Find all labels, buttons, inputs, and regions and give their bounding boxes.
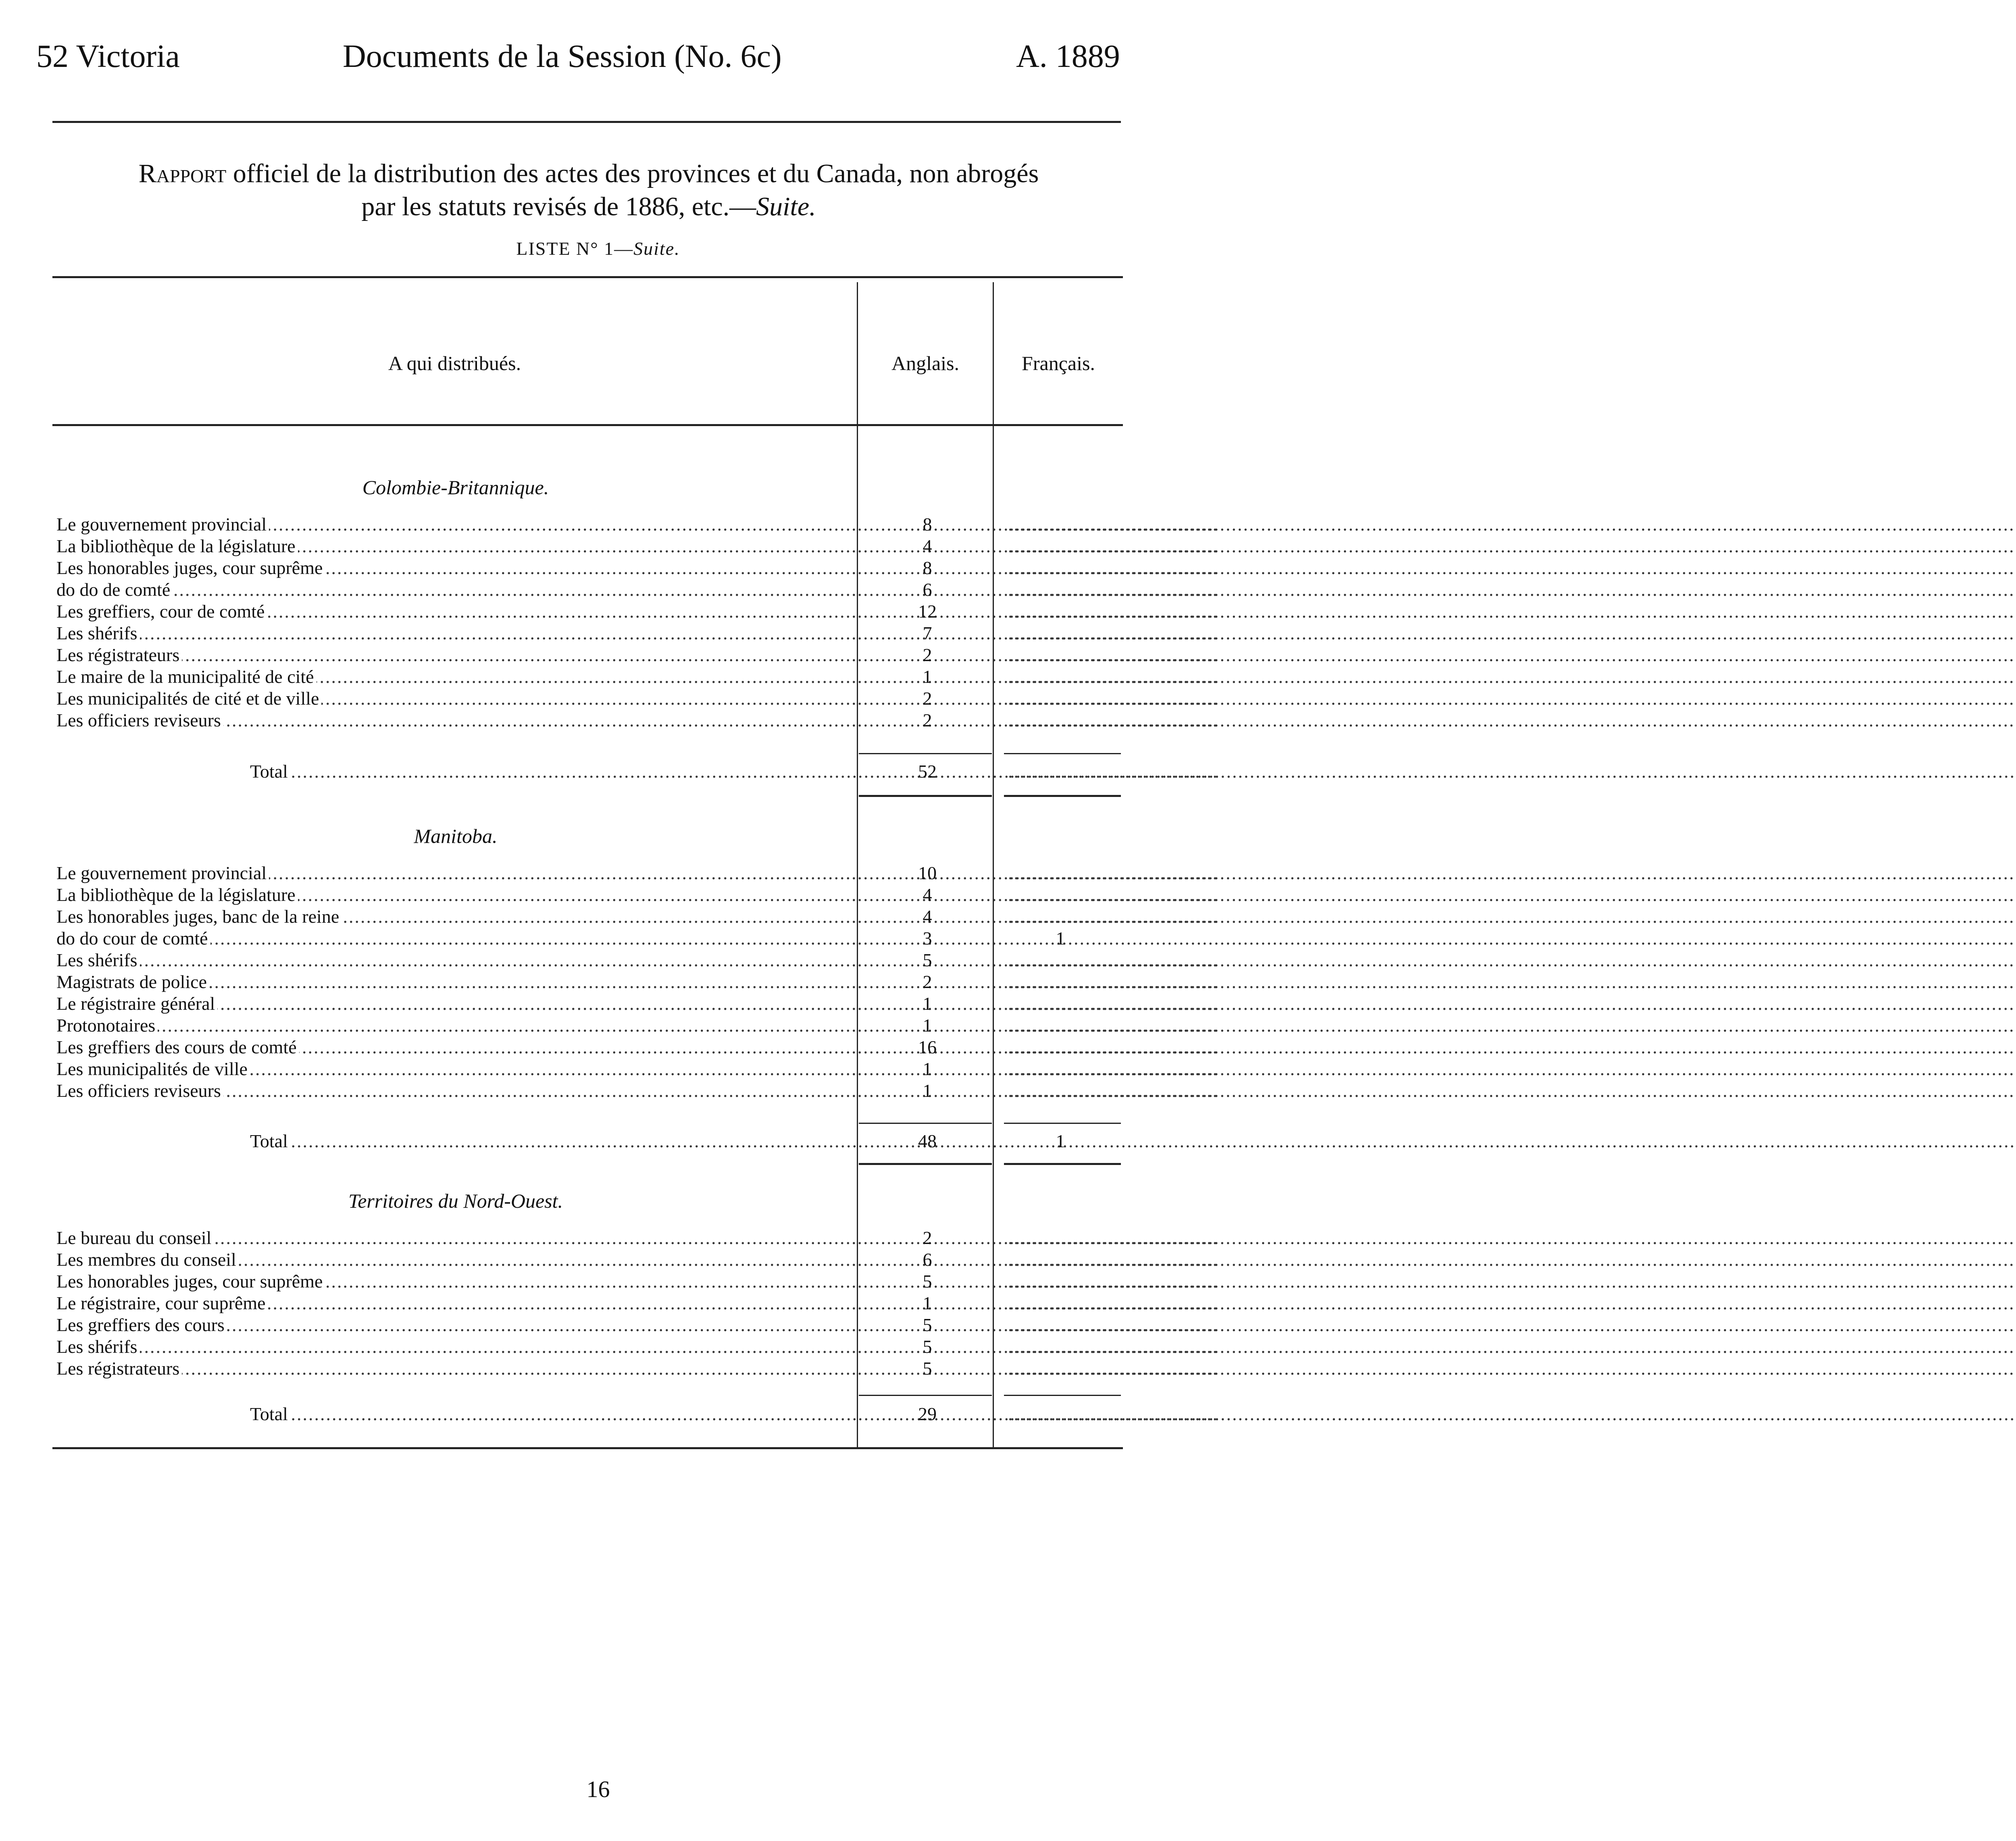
french-count: .................................... <box>1008 1037 1218 1057</box>
recipient-cell <box>56 1080 853 1101</box>
recipient-label: Les greffiers des cours <box>56 1315 227 1335</box>
table-head-rule <box>52 424 1123 426</box>
total-rule-lower <box>859 795 992 797</box>
recipient-label: Les municipalités de cité et de ville <box>56 688 321 709</box>
recipient-label: Les greffiers, cour de comté <box>56 601 267 622</box>
english-count: 7 <box>923 623 932 643</box>
section-title-manitoba: Manitoba. <box>414 825 498 847</box>
total-label: Total <box>250 761 290 782</box>
table-row <box>0 1358 1218 1379</box>
english-count: 1 <box>923 993 932 1014</box>
table-top-rule <box>52 276 1123 278</box>
french-count: .................................... <box>1008 950 1218 970</box>
english-count: 8 <box>923 514 932 535</box>
recipient-cell <box>56 1015 853 1036</box>
table-row <box>0 1227 1218 1248</box>
french-count: .................................... <box>1008 993 1218 1014</box>
french-count: .................................... <box>1008 1336 1218 1357</box>
recipient-label: Les membres du conseil <box>56 1249 239 1270</box>
recipient-cell <box>56 971 853 992</box>
french-count: .................................... <box>1008 623 1218 643</box>
table-row <box>0 950 1218 971</box>
table-row <box>0 1271 1218 1292</box>
french-count: .................................... <box>1008 645 1218 665</box>
table-row <box>0 666 1218 687</box>
english-count: 8 <box>923 558 932 578</box>
recipient-label: Le gouvernement provincial <box>56 863 269 883</box>
recipient-label: Le gouvernement provincial <box>56 514 269 535</box>
title-lead: Rapport <box>138 159 227 188</box>
french-count: .................................... <box>1008 601 1218 622</box>
english-count: 1 <box>923 1015 932 1036</box>
table-row <box>0 1249 1218 1270</box>
table-row <box>0 993 1218 1014</box>
total-row <box>0 1131 1196 1152</box>
total-label-cell <box>250 761 853 782</box>
total-rule-upper <box>859 753 992 754</box>
recipient-cell <box>56 1037 853 1058</box>
recipient-label: Les honorables juges, banc de la reine <box>56 906 342 927</box>
table-row <box>0 928 1196 949</box>
recipient-cell <box>56 1227 853 1248</box>
english-count: 10 <box>918 863 937 883</box>
english-count: 52 <box>918 761 937 782</box>
table-row <box>0 1015 1218 1036</box>
english-count: 1 <box>923 1293 932 1313</box>
french-count: .................................... <box>1008 1315 1218 1335</box>
recipient-cell <box>56 1315 853 1336</box>
recipient-cell <box>56 579 853 600</box>
recipient-label: Les honorables juges, cour suprême <box>56 558 325 578</box>
recipient-label: Le maire de la municipalité de cité <box>56 666 317 687</box>
english-count: 5 <box>923 950 932 970</box>
english-count: 5 <box>923 1271 932 1292</box>
report-title <box>52 157 1125 223</box>
recipient-label: Le régistraire, cour suprême <box>56 1293 268 1313</box>
liste-label: LISTE N° 1— <box>516 238 634 259</box>
recipient-cell <box>56 928 853 949</box>
total-rule-upper-fr <box>1004 1395 1121 1396</box>
liste-heading <box>0 238 1196 259</box>
total-label-cell <box>250 1131 853 1152</box>
recipient-label: Le bureau du conseil <box>56 1227 214 1248</box>
recipient-cell <box>56 884 853 905</box>
english-count: 4 <box>923 884 932 905</box>
french-count: .................................... <box>1008 1015 1218 1036</box>
table-row <box>0 1037 1218 1058</box>
english-count: 5 <box>923 1336 932 1357</box>
recipient-cell <box>56 1293 853 1314</box>
table-row <box>0 579 1218 600</box>
french-count: .................................... <box>1008 884 1218 905</box>
table-row <box>0 1080 1218 1101</box>
recipient-cell <box>56 1249 853 1270</box>
recipient-cell <box>56 1059 853 1080</box>
english-count: 2 <box>923 645 932 665</box>
french-count: .................................... <box>1008 761 1218 782</box>
english-count: 4 <box>923 536 932 556</box>
english-count: 5 <box>923 1358 932 1379</box>
recipient-cell <box>56 993 853 1014</box>
french-count: .................................... <box>1008 1271 1218 1292</box>
english-count: 2 <box>923 1227 932 1248</box>
french-count: .................................... <box>1008 579 1218 600</box>
english-count: 48 <box>918 1131 937 1151</box>
english-count: 3 <box>923 928 932 949</box>
english-count: 6 <box>923 579 932 600</box>
french-count: .................................... <box>1008 1404 1218 1424</box>
recipient-cell <box>56 601 853 622</box>
french-count: .................................... <box>1008 1227 1218 1248</box>
section-title-territoires-nord-ouest: Territoires du Nord-Ouest. <box>348 1190 563 1212</box>
english-count: 1 <box>923 1059 932 1079</box>
table-row <box>0 623 1218 644</box>
section-title-colombie-britannique: Colombie-Britannique. <box>362 476 549 499</box>
recipient-cell <box>56 710 853 731</box>
table-row <box>0 514 1218 535</box>
total-rule-upper <box>859 1395 992 1396</box>
english-count: 6 <box>923 1249 932 1270</box>
french-count: .................................... <box>1008 666 1218 687</box>
table-row <box>0 1336 1218 1357</box>
french-count: .................................... <box>1008 863 1218 883</box>
recipient-label: Les greffiers des cours de comté <box>56 1037 299 1057</box>
english-count: 2 <box>923 971 932 992</box>
french-count: 1 <box>1056 1131 1065 1151</box>
recipient-cell <box>56 666 853 687</box>
total-label-cell <box>250 1404 853 1425</box>
running-head-left: 52 Victoria <box>36 39 180 74</box>
total-rule-lower-fr <box>1004 795 1121 797</box>
english-count: 4 <box>923 906 932 927</box>
english-count: 5 <box>923 1315 932 1335</box>
total-rule-upper <box>859 1123 992 1124</box>
french-count: .................................... <box>1008 1059 1218 1079</box>
table-row <box>0 971 1218 992</box>
recipient-label: Les officiers reviseurs <box>56 710 223 730</box>
recipient-label: Les régistrateurs <box>56 1358 182 1379</box>
title-line2: par les statuts revisés de 1886, etc.— <box>361 192 756 221</box>
table-row <box>0 601 1218 622</box>
recipient-label: Magistrats de police <box>56 971 209 992</box>
recipient-label: Les shérifs <box>56 623 140 643</box>
recipient-label: Les officiers reviseurs <box>56 1080 223 1101</box>
recipient-cell <box>56 906 853 927</box>
english-count: 1 <box>923 666 932 687</box>
table-row <box>0 710 1218 731</box>
recipient-cell <box>56 645 853 666</box>
column-header-english: Anglais. <box>891 352 960 374</box>
table-row <box>0 1293 1218 1314</box>
recipient-label: Les régistrateurs <box>56 645 182 665</box>
french-count: .................................... <box>1008 514 1218 535</box>
header-rule <box>52 121 1121 123</box>
total-rule-lower <box>859 1163 992 1165</box>
title-suite: Suite. <box>756 192 816 221</box>
table-bottom-rule <box>52 1447 1123 1449</box>
total-rule-upper-fr <box>1004 1123 1121 1124</box>
table-row <box>0 645 1218 666</box>
french-count: .................................... <box>1008 971 1218 992</box>
french-count: .................................... <box>1008 536 1218 556</box>
recipient-label: La bibliothèque de la législature <box>56 536 298 556</box>
recipient-label: do do cour de comté <box>56 928 210 949</box>
table-row <box>0 1059 1218 1080</box>
table-row <box>0 688 1218 709</box>
total-rule-lower-fr <box>1004 1163 1121 1165</box>
french-count: .................................... <box>1008 1358 1218 1379</box>
french-count: .................................... <box>1008 1080 1218 1101</box>
table-row <box>0 558 1218 578</box>
column-header-french: Français. <box>1022 352 1095 374</box>
recipient-cell <box>56 1358 853 1379</box>
total-row <box>0 1404 1218 1425</box>
french-count: .................................... <box>1008 710 1218 730</box>
french-count: .................................... <box>1008 1293 1218 1313</box>
english-count: 1 <box>923 1080 932 1101</box>
recipient-label: Les shérifs <box>56 1336 140 1357</box>
french-count: .................................... <box>1008 906 1218 927</box>
recipient-label: Les municipalités de ville <box>56 1059 250 1079</box>
english-count: 2 <box>923 688 932 709</box>
recipient-label: Le régistraire général <box>56 993 217 1014</box>
english-count: 2 <box>923 710 932 730</box>
recipient-label: La bibliothèque de la législature <box>56 884 298 905</box>
recipient-label: do do de comté <box>56 579 173 600</box>
table-row <box>0 906 1218 927</box>
column-header-recipient: A qui distribués. <box>388 352 521 374</box>
page-number: 16 <box>586 1776 610 1802</box>
total-row <box>0 761 1218 782</box>
recipient-cell <box>56 558 853 578</box>
running-head-right: A. 1889 <box>1016 39 1120 74</box>
english-count: 12 <box>918 601 937 622</box>
recipient-cell <box>56 688 853 709</box>
recipient-cell <box>56 1336 853 1357</box>
french-count: .................................... <box>1008 558 1218 578</box>
french-count: .................................... <box>1008 688 1218 709</box>
english-count: 16 <box>918 1037 937 1057</box>
english-count: 29 <box>918 1404 937 1424</box>
recipient-cell <box>56 514 853 535</box>
recipient-cell <box>56 1271 853 1292</box>
total-label: Total <box>250 1404 290 1424</box>
french-count: .................................... <box>1008 1249 1218 1270</box>
table-row <box>0 536 1218 557</box>
recipient-cell <box>56 950 853 971</box>
recipient-label: Protonotaires <box>56 1015 158 1036</box>
total-label: Total <box>250 1131 290 1151</box>
running-head-center: Documents de la Session (No. 6c) <box>343 39 782 74</box>
table-row <box>0 863 1218 884</box>
recipient-cell <box>56 863 853 884</box>
recipient-label: Les honorables juges, cour suprême <box>56 1271 325 1292</box>
recipient-label: Les shérifs <box>56 950 140 970</box>
title-line1: officiel de la distribution des actes des provinces et du Canada, non abrogés <box>233 159 1039 188</box>
recipient-cell <box>56 536 853 557</box>
table-row <box>0 884 1218 905</box>
french-count: 1 <box>1056 928 1065 949</box>
recipient-cell <box>56 623 853 644</box>
table-row <box>0 1315 1218 1336</box>
total-rule-upper-fr <box>1004 753 1121 754</box>
liste-suite: Suite. <box>633 238 680 259</box>
